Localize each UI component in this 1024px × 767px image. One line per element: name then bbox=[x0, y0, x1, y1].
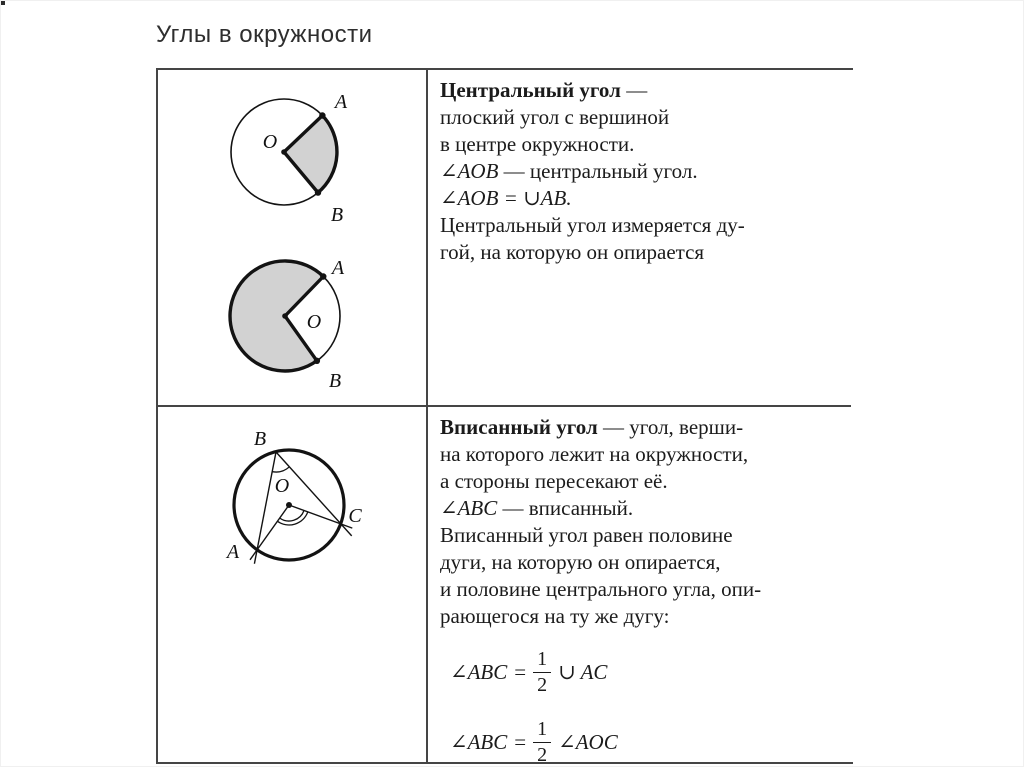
text-line: ∠ABC — вписанный. bbox=[440, 496, 634, 520]
text-line: а стороны пересекают её. bbox=[440, 469, 668, 493]
equals-sign: = bbox=[514, 729, 527, 754]
text-line: плоский угол с вершиной bbox=[440, 105, 670, 129]
fraction-numerator: 1 bbox=[533, 648, 551, 673]
label-a: A bbox=[331, 257, 345, 279]
label-b: B bbox=[328, 370, 342, 392]
point-b bbox=[314, 358, 320, 364]
central-angle-text bbox=[440, 77, 845, 266]
inscribed-angle-arc bbox=[272, 467, 289, 472]
inscribed-angle-diagram-cell bbox=[158, 407, 428, 762]
angles-table bbox=[156, 68, 853, 764]
chords-and-radii bbox=[250, 452, 352, 564]
label-o: O bbox=[262, 131, 278, 153]
label-a: A bbox=[334, 91, 348, 113]
center-point bbox=[286, 502, 292, 508]
fraction bbox=[533, 718, 551, 767]
formula-central-angle bbox=[450, 714, 845, 767]
formula-arc bbox=[450, 644, 845, 700]
text-line: ∠AOB — центральный угол. bbox=[440, 159, 698, 183]
text-line: Центральный угол — bbox=[440, 78, 648, 102]
text-line: Вписанный угол — угол, верши- bbox=[440, 415, 744, 439]
point-b bbox=[315, 189, 321, 195]
corner-artifact bbox=[1, 1, 5, 5]
central-angle-major-sector-diagram bbox=[230, 257, 345, 392]
radius-o-a bbox=[250, 505, 289, 560]
central-angle-minor-sector-diagram bbox=[231, 91, 348, 226]
equals-sign: = bbox=[514, 659, 527, 684]
inscribed-angle-diagram bbox=[158, 407, 428, 760]
label-o: O bbox=[306, 311, 322, 333]
formula-rhs: ∠AOC bbox=[558, 729, 618, 754]
text-line: гой, на которую он опирается bbox=[440, 240, 705, 264]
text-line: рающегося на ту же дугу: bbox=[440, 604, 670, 628]
center-point bbox=[281, 149, 287, 155]
point-a bbox=[319, 112, 325, 118]
fraction-denominator: 2 bbox=[537, 673, 548, 696]
text-line: в центре окружности. bbox=[440, 132, 635, 156]
inscribed-angle-text-cell bbox=[428, 407, 851, 766]
formula-lhs: ∠ABC bbox=[450, 659, 508, 684]
fraction-denominator: 2 bbox=[537, 743, 548, 766]
central-angle-text-cell bbox=[428, 70, 851, 407]
point-a bbox=[320, 273, 326, 279]
page-title: Углы в окружности bbox=[156, 21, 373, 48]
central-angle-diagram-cell bbox=[158, 70, 428, 407]
central-angle-diagrams bbox=[158, 70, 428, 405]
fraction-numerator: 1 bbox=[533, 718, 551, 743]
label-o: O bbox=[274, 475, 290, 497]
text-line: и половине центрального угла, опи- bbox=[440, 577, 762, 601]
chord-b-a bbox=[254, 452, 276, 564]
label-b: B bbox=[330, 204, 344, 226]
text-line: дуги, на которую он опирается, bbox=[440, 550, 721, 574]
text-line: ∠AOB = ∪AB. bbox=[440, 186, 572, 210]
formula-rhs: ∪ AC bbox=[558, 659, 608, 684]
fraction bbox=[533, 648, 551, 697]
label-b: B bbox=[253, 428, 267, 450]
text-line: Вписанный угол равен половине bbox=[440, 523, 733, 547]
label-a: A bbox=[226, 541, 240, 563]
text-line: на которого лежит на окружности, bbox=[440, 442, 749, 466]
center-point bbox=[282, 313, 288, 319]
label-c: C bbox=[348, 505, 362, 527]
formula-lhs: ∠ABC bbox=[450, 729, 508, 754]
inscribed-angle-text bbox=[440, 414, 845, 630]
text-line: Центральный угол измеряется ду- bbox=[440, 213, 745, 237]
